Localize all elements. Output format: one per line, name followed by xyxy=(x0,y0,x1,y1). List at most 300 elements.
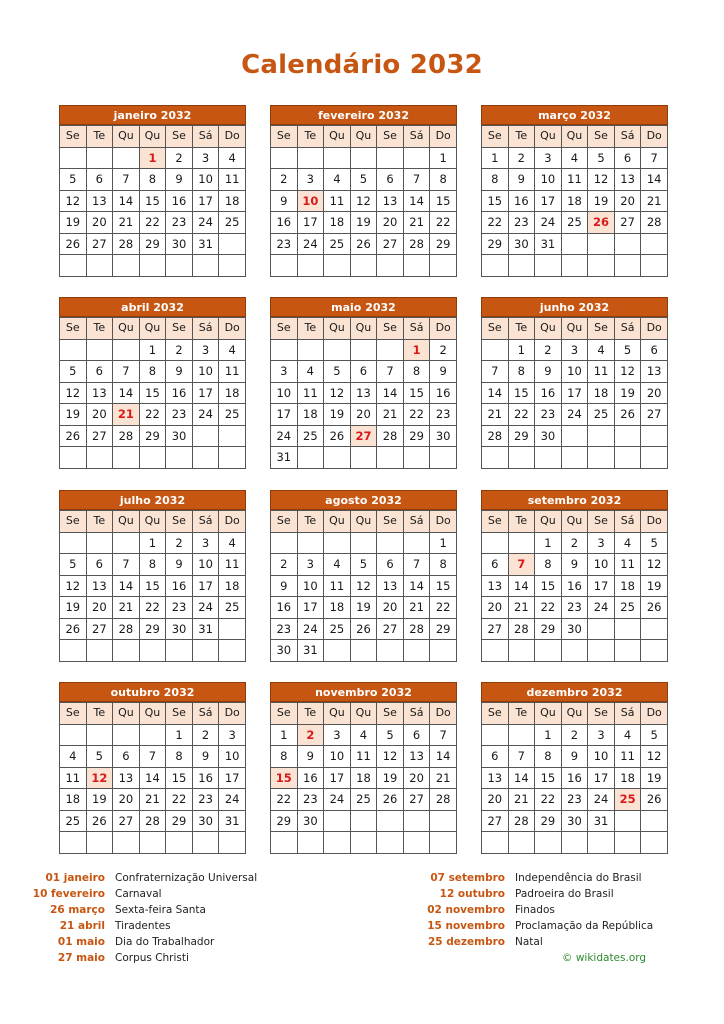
empty-cell xyxy=(271,532,298,554)
empty-cell xyxy=(271,832,298,854)
day-cell: 18 xyxy=(324,597,351,619)
weekday-header: Se xyxy=(588,318,615,340)
month-block xyxy=(270,682,457,854)
day-cell: 27 xyxy=(641,404,668,426)
day-cell: 8 xyxy=(139,554,166,576)
weekday-header: Te xyxy=(297,126,324,148)
day-cell: 2 xyxy=(166,532,193,554)
weekday-header: Qu xyxy=(324,511,351,533)
day-cell: 20 xyxy=(113,789,140,811)
day-cell: 22 xyxy=(535,597,562,619)
day-cell: 27 xyxy=(113,810,140,832)
day-cell: 2 xyxy=(192,724,219,746)
empty-cell xyxy=(86,147,113,169)
day-cell: 5 xyxy=(60,169,87,191)
empty-cell xyxy=(588,233,615,255)
day-cell: 6 xyxy=(641,339,668,361)
weekday-header: Do xyxy=(430,126,457,148)
day-cell: 17 xyxy=(192,382,219,404)
day-cell: 24 xyxy=(588,789,615,811)
day-cell: 21 xyxy=(377,404,404,426)
day-cell: 9 xyxy=(561,746,588,768)
day-cell: 27 xyxy=(377,618,404,640)
day-cell: 6 xyxy=(350,361,377,383)
weekday-header: Qu xyxy=(350,126,377,148)
day-cell: 1 xyxy=(535,532,562,554)
day-cell: 4 xyxy=(219,532,246,554)
weekday-header: Do xyxy=(641,511,668,533)
empty-cell xyxy=(271,147,298,169)
day-cell: 25 xyxy=(324,233,351,255)
day-cell: 8 xyxy=(482,169,509,191)
empty-cell xyxy=(641,832,668,854)
day-cell: 17 xyxy=(271,404,298,426)
day-cell: 28 xyxy=(508,810,535,832)
empty-cell xyxy=(139,724,166,746)
day-cell: 2 xyxy=(430,339,457,361)
weekday-header: Se xyxy=(60,703,87,725)
day-cell: 9 xyxy=(271,190,298,212)
month-table xyxy=(481,702,668,854)
day-cell: 18 xyxy=(297,404,324,426)
day-cell: 18 xyxy=(614,767,641,789)
day-cell: 29 xyxy=(508,425,535,447)
day-cell: 23 xyxy=(271,233,298,255)
day-cell: 25 xyxy=(561,212,588,234)
month-title: outubro 2032 xyxy=(59,682,246,702)
weekday-header: Qu xyxy=(113,318,140,340)
day-cell: 20 xyxy=(86,597,113,619)
day-cell: 9 xyxy=(535,361,562,383)
day-cell: 9 xyxy=(297,746,324,768)
day-cell: 19 xyxy=(641,575,668,597)
day-cell: 3 xyxy=(535,147,562,169)
weekday-header: Se xyxy=(377,318,404,340)
day-cell: 6 xyxy=(113,746,140,768)
weekday-header: Te xyxy=(86,511,113,533)
day-cell: 31 xyxy=(588,810,615,832)
weekday-header: Se xyxy=(482,126,509,148)
holiday-day-cell: 25 xyxy=(614,789,641,811)
day-cell: 29 xyxy=(430,233,457,255)
day-cell: 29 xyxy=(139,425,166,447)
weekday-header: Te xyxy=(508,318,535,340)
empty-cell xyxy=(561,233,588,255)
day-cell: 12 xyxy=(324,382,351,404)
weekday-header: Do xyxy=(641,318,668,340)
empty-cell xyxy=(60,255,87,277)
day-cell: 2 xyxy=(508,147,535,169)
day-cell: 26 xyxy=(350,618,377,640)
day-cell: 12 xyxy=(60,382,87,404)
day-cell: 24 xyxy=(297,233,324,255)
day-cell: 21 xyxy=(641,190,668,212)
empty-cell xyxy=(403,255,430,277)
weekday-header: Sá xyxy=(403,703,430,725)
day-cell: 27 xyxy=(86,425,113,447)
day-cell: 9 xyxy=(508,169,535,191)
day-cell: 24 xyxy=(324,789,351,811)
empty-cell xyxy=(535,832,562,854)
day-cell: 11 xyxy=(350,746,377,768)
day-cell: 14 xyxy=(377,382,404,404)
day-cell: 22 xyxy=(139,404,166,426)
credit-link[interactable]: © wikidates.org xyxy=(562,952,647,964)
day-cell: 19 xyxy=(350,597,377,619)
day-cell: 20 xyxy=(482,597,509,619)
empty-cell xyxy=(86,832,113,854)
empty-cell xyxy=(641,425,668,447)
empty-cell xyxy=(430,255,457,277)
empty-cell xyxy=(60,640,87,662)
day-cell: 5 xyxy=(614,339,641,361)
day-cell: 23 xyxy=(166,212,193,234)
day-cell: 21 xyxy=(403,212,430,234)
day-cell: 1 xyxy=(430,532,457,554)
weekday-header: Qu xyxy=(324,703,351,725)
day-cell: 15 xyxy=(430,190,457,212)
day-cell: 27 xyxy=(482,810,509,832)
empty-cell xyxy=(86,532,113,554)
day-cell: 24 xyxy=(192,404,219,426)
day-cell: 4 xyxy=(614,724,641,746)
empty-cell xyxy=(508,724,535,746)
day-cell: 8 xyxy=(403,361,430,383)
empty-cell xyxy=(297,339,324,361)
day-cell: 10 xyxy=(192,554,219,576)
day-cell: 6 xyxy=(86,554,113,576)
day-cell: 29 xyxy=(139,618,166,640)
day-cell: 13 xyxy=(614,169,641,191)
weekday-header: Qu xyxy=(139,126,166,148)
day-cell: 29 xyxy=(139,233,166,255)
weekday-header: Se xyxy=(60,318,87,340)
day-cell: 28 xyxy=(430,789,457,811)
weekday-header: Do xyxy=(430,318,457,340)
day-cell: 11 xyxy=(614,554,641,576)
day-cell: 22 xyxy=(139,597,166,619)
day-cell: 2 xyxy=(271,554,298,576)
day-cell: 29 xyxy=(271,810,298,832)
month-table xyxy=(270,702,457,854)
day-cell: 11 xyxy=(219,361,246,383)
day-cell: 8 xyxy=(430,554,457,576)
holiday-date: 01 maio xyxy=(57,936,105,948)
empty-cell xyxy=(350,810,377,832)
day-cell: 7 xyxy=(139,746,166,768)
empty-cell xyxy=(324,339,351,361)
empty-cell xyxy=(324,147,351,169)
day-cell: 7 xyxy=(113,169,140,191)
day-cell: 21 xyxy=(139,789,166,811)
empty-cell xyxy=(430,640,457,662)
day-cell: 15 xyxy=(166,767,193,789)
empty-cell xyxy=(113,147,140,169)
day-cell: 25 xyxy=(219,212,246,234)
day-cell: 3 xyxy=(219,724,246,746)
empty-cell xyxy=(60,532,87,554)
weekday-header: Se xyxy=(60,511,87,533)
day-cell: 23 xyxy=(297,789,324,811)
day-cell: 6 xyxy=(86,169,113,191)
empty-cell xyxy=(324,255,351,277)
empty-cell xyxy=(561,255,588,277)
day-cell: 7 xyxy=(430,724,457,746)
day-cell: 14 xyxy=(403,190,430,212)
day-cell: 5 xyxy=(641,724,668,746)
month-block xyxy=(481,490,668,662)
month-title: janeiro 2032 xyxy=(59,105,246,125)
month-title: março 2032 xyxy=(481,105,668,125)
empty-cell xyxy=(113,255,140,277)
day-cell: 4 xyxy=(588,339,615,361)
day-cell: 10 xyxy=(324,746,351,768)
holiday-name: Sexta-feira Santa xyxy=(115,904,206,916)
day-cell: 18 xyxy=(324,212,351,234)
day-cell: 15 xyxy=(535,767,562,789)
day-cell: 19 xyxy=(641,767,668,789)
day-cell: 16 xyxy=(535,382,562,404)
empty-cell xyxy=(297,447,324,469)
day-cell: 16 xyxy=(271,212,298,234)
month-block xyxy=(481,297,668,469)
day-cell: 21 xyxy=(508,789,535,811)
day-cell: 20 xyxy=(350,404,377,426)
weekday-header: Se xyxy=(271,126,298,148)
empty-cell xyxy=(350,447,377,469)
weekday-header: Qu xyxy=(139,318,166,340)
day-cell: 12 xyxy=(60,575,87,597)
day-cell: 12 xyxy=(614,361,641,383)
empty-cell xyxy=(113,339,140,361)
day-cell: 20 xyxy=(86,404,113,426)
empty-cell xyxy=(219,233,246,255)
empty-cell xyxy=(508,447,535,469)
day-cell: 28 xyxy=(113,233,140,255)
day-cell: 2 xyxy=(561,724,588,746)
day-cell: 27 xyxy=(86,618,113,640)
empty-cell xyxy=(403,147,430,169)
empty-cell xyxy=(192,255,219,277)
day-cell: 1 xyxy=(508,339,535,361)
empty-cell xyxy=(113,447,140,469)
day-cell: 27 xyxy=(86,233,113,255)
day-cell: 12 xyxy=(350,575,377,597)
holiday-day-cell: 12 xyxy=(86,767,113,789)
day-cell: 23 xyxy=(535,404,562,426)
day-cell: 6 xyxy=(482,554,509,576)
empty-cell xyxy=(139,640,166,662)
weekday-header: Sá xyxy=(614,126,641,148)
day-cell: 31 xyxy=(219,810,246,832)
day-cell: 31 xyxy=(297,640,324,662)
empty-cell xyxy=(403,447,430,469)
weekday-header: Qu xyxy=(350,703,377,725)
day-cell: 2 xyxy=(271,169,298,191)
day-cell: 3 xyxy=(297,169,324,191)
day-cell: 28 xyxy=(403,618,430,640)
empty-cell xyxy=(324,532,351,554)
day-cell: 6 xyxy=(86,361,113,383)
weekday-header: Qu xyxy=(324,126,351,148)
empty-cell xyxy=(403,810,430,832)
day-cell: 2 xyxy=(166,147,193,169)
day-cell: 9 xyxy=(430,361,457,383)
day-cell: 22 xyxy=(430,597,457,619)
holiday-day-cell: 21 xyxy=(113,404,140,426)
day-cell: 15 xyxy=(508,382,535,404)
empty-cell xyxy=(271,339,298,361)
day-cell: 31 xyxy=(535,233,562,255)
empty-cell xyxy=(535,640,562,662)
day-cell: 20 xyxy=(641,382,668,404)
day-cell: 19 xyxy=(86,789,113,811)
day-cell: 17 xyxy=(297,212,324,234)
month-table xyxy=(59,510,246,662)
day-cell: 22 xyxy=(430,212,457,234)
month-table xyxy=(59,317,246,469)
weekday-header: Se xyxy=(377,511,404,533)
empty-cell xyxy=(113,832,140,854)
weekday-header: Do xyxy=(430,703,457,725)
day-cell: 11 xyxy=(561,169,588,191)
day-cell: 29 xyxy=(430,618,457,640)
day-cell: 6 xyxy=(377,169,404,191)
weekday-header: Se xyxy=(482,318,509,340)
day-cell: 22 xyxy=(508,404,535,426)
day-cell: 10 xyxy=(535,169,562,191)
day-cell: 14 xyxy=(508,575,535,597)
day-cell: 9 xyxy=(166,169,193,191)
weekday-header: Se xyxy=(271,703,298,725)
day-cell: 24 xyxy=(219,789,246,811)
day-cell: 7 xyxy=(641,147,668,169)
day-cell: 17 xyxy=(561,382,588,404)
empty-cell xyxy=(588,255,615,277)
day-cell: 30 xyxy=(297,810,324,832)
holiday-day-cell: 7 xyxy=(508,554,535,576)
day-cell: 16 xyxy=(561,767,588,789)
day-cell: 3 xyxy=(297,554,324,576)
day-cell: 8 xyxy=(535,746,562,768)
day-cell: 9 xyxy=(166,554,193,576)
holiday-entry xyxy=(0,870,257,886)
month-block xyxy=(59,682,246,854)
empty-cell xyxy=(377,532,404,554)
day-cell: 13 xyxy=(377,190,404,212)
holiday-date: 02 novembro xyxy=(427,904,505,916)
empty-cell xyxy=(482,255,509,277)
day-cell: 16 xyxy=(561,575,588,597)
day-cell: 16 xyxy=(271,597,298,619)
holiday-entry xyxy=(0,950,257,966)
day-cell: 7 xyxy=(113,361,140,383)
holiday-day-cell: 2 xyxy=(297,724,324,746)
day-cell: 22 xyxy=(271,789,298,811)
day-cell: 6 xyxy=(482,746,509,768)
day-cell: 20 xyxy=(614,190,641,212)
weekday-header: Qu xyxy=(139,511,166,533)
day-cell: 25 xyxy=(219,597,246,619)
day-cell: 23 xyxy=(430,404,457,426)
empty-cell xyxy=(297,832,324,854)
empty-cell xyxy=(588,832,615,854)
day-cell: 17 xyxy=(219,767,246,789)
day-cell: 24 xyxy=(561,404,588,426)
weekday-header: Qu xyxy=(350,318,377,340)
day-cell: 27 xyxy=(482,618,509,640)
day-cell: 11 xyxy=(219,554,246,576)
empty-cell xyxy=(508,832,535,854)
day-cell: 11 xyxy=(297,382,324,404)
empty-cell xyxy=(219,447,246,469)
empty-cell xyxy=(377,810,404,832)
day-cell: 13 xyxy=(86,190,113,212)
empty-cell xyxy=(482,640,509,662)
empty-cell xyxy=(377,255,404,277)
day-cell: 9 xyxy=(271,575,298,597)
day-cell: 23 xyxy=(508,212,535,234)
day-cell: 4 xyxy=(324,169,351,191)
day-cell: 27 xyxy=(403,789,430,811)
day-cell: 29 xyxy=(482,233,509,255)
day-cell: 16 xyxy=(166,190,193,212)
holiday-date: 25 dezembro xyxy=(428,936,505,948)
day-cell: 18 xyxy=(60,789,87,811)
day-cell: 28 xyxy=(508,618,535,640)
empty-cell xyxy=(60,339,87,361)
day-cell: 30 xyxy=(430,425,457,447)
empty-cell xyxy=(86,255,113,277)
weekday-header: Qu xyxy=(113,703,140,725)
empty-cell xyxy=(113,532,140,554)
empty-cell xyxy=(139,447,166,469)
weekday-header: Do xyxy=(430,511,457,533)
empty-cell xyxy=(350,640,377,662)
holiday-name: Finados xyxy=(515,904,555,916)
empty-cell xyxy=(324,640,351,662)
day-cell: 31 xyxy=(192,233,219,255)
weekday-header: Do xyxy=(219,703,246,725)
day-cell: 28 xyxy=(403,233,430,255)
empty-cell xyxy=(614,810,641,832)
holiday-day-cell: 15 xyxy=(271,767,298,789)
day-cell: 3 xyxy=(192,532,219,554)
weekday-header: Sá xyxy=(192,126,219,148)
day-cell: 20 xyxy=(377,212,404,234)
day-cell: 19 xyxy=(614,382,641,404)
day-cell: 14 xyxy=(113,382,140,404)
weekday-header: Sá xyxy=(192,318,219,340)
day-cell: 4 xyxy=(324,554,351,576)
day-cell: 7 xyxy=(403,169,430,191)
holiday-entry xyxy=(400,902,653,918)
holiday-name: Padroeira do Brasil xyxy=(515,888,614,900)
month-block xyxy=(59,297,246,469)
day-cell: 1 xyxy=(535,724,562,746)
day-cell: 28 xyxy=(139,810,166,832)
day-cell: 11 xyxy=(614,746,641,768)
empty-cell xyxy=(482,832,509,854)
day-cell: 31 xyxy=(271,447,298,469)
empty-cell xyxy=(482,724,509,746)
day-cell: 28 xyxy=(377,425,404,447)
day-cell: 10 xyxy=(561,361,588,383)
day-cell: 10 xyxy=(192,169,219,191)
day-cell: 12 xyxy=(350,190,377,212)
day-cell: 2 xyxy=(561,532,588,554)
empty-cell xyxy=(614,233,641,255)
